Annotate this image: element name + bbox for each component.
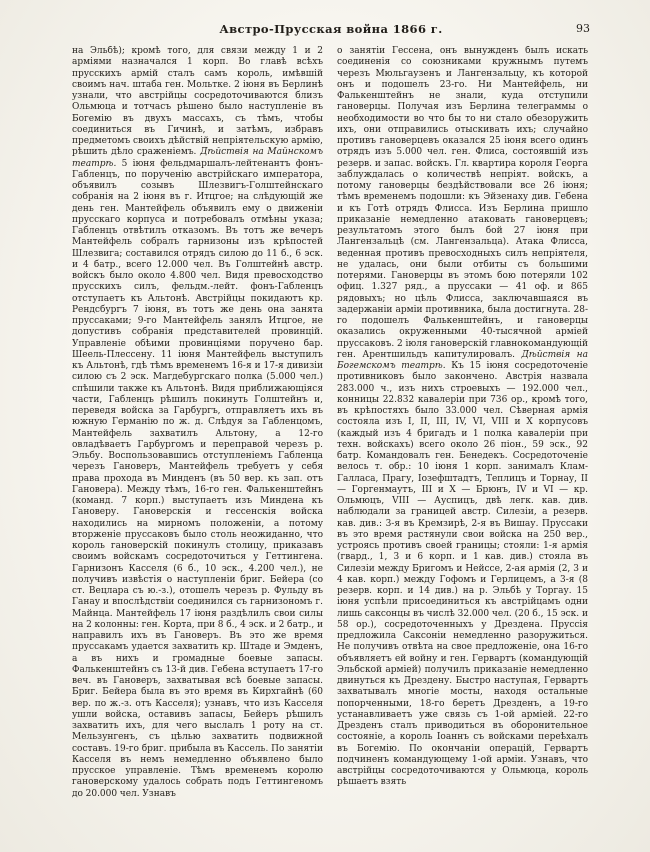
right-column-text-segment: о занятіи Гессена, онъ вынужденъ былъ искать соединенія со союзниками кружнымъ путемъ черезъ Мюльгаузенъ и Лангензальцу, къ которой онъ и подошелъ 23-го. Ни Мантейфель, ни Фалькенштейнъ не знали, куда отступили гановерцы. Получая изъ Берлина телеграммы о необходимости во что бы то ни стало обезоружить ихъ, они отправились отыскивать ихъ; случайно противъ гановерцевъ оказался 25 іюня всего одинъ отрядъ изъ 5.000 чел. ген. Флиса, состоявшій изъ резерв. и запас. войскъ. Гл. квартира короля Георга заблуждалась о количествѣ непріят. войскъ, а потому гановерцы бездѣйствовали все 26 іюня; тѣмъ временемъ подошли: къ Эйзенаху див. Гебена и къ Готѣ отрядъ Флисса. Изъ Берлина пришло приказаніе немедленно атаковать гановерцевъ; результатомъ этого былъ бой 27 іюня при Лангензальцѣ (см. Лангензальца). Атака Флисса, веденная противъ превосходныхъ силъ непріятеля, не удалась, они были отбиты съ большими потерями. Гановерцы въ этомъ бою потеряли 102 офиц. 1.327 ряд., а пруссаки — 41 оф. и 865 рядовыхъ; но цѣль Флисса, заключавшаяся въ задержаніи арміи противника, была достигнута. 28-го подошелъ Фалькенштейнъ, и гановерцы оказались окруженными 40-тысячной арміей пруссаковъ. 2 іюля гановерскій главнокомандующій ген. Арентшильдъ капитулировалъ. xyxy=(337,46,588,360)
right-column-text-segment: Къ 15 іюня сосредоточеніе противниковъ было закончено. Австрія назвала 283.000 ч., изъ нихъ строевыхъ — 192.000 чел., конницы 22.832 кавалеріи при 736 ор., кромѣ того, въ крѣпостяхъ было 33.000 чел. Сѣверная армія состояла изъ I, II, III, IV, VI, VIII и X корпусовъ (каждый изъ 4 бригадъ и 1 полка кавалеріи при техн. войскахъ) всего около 26 піон., 59 эск., 92 батр. Командовалъ ген. Бенедекъ. Сосредоточеніе велось т. обр.: 10 іюня 1 корп. занималъ Клам-Галласа, Прагу, Іозефштадтъ, Теплицъ и Торнау, II — Горгенмаутъ, III и X — Брюнъ, IV и VI — кр. Ольмюцъ, VIII — Ауспицъ, двѣ легк. кав. див. наблюдали за границей австр. Силезіи, а резерв. кав. див.: 3-я въ Кремзирѣ, 2-я въ Вишау. Пруссаки въ это время растянули свои войска на 250 вер., устроясь противъ своей границы; стояли: 1-я армія (гвард., 1, 3 и 6 корп. и 1 кав. див.) стояла въ Силезіи между Бригомъ и Нейссе, 2-ая армія (2, 3 и 4 кав. корп.) между Гофомъ и Герлицемъ, а 3-я (8 резерв. корп. и 14 див.) на р. Эльбѣ у Торгау. 15 іюня успѣли присоединиться къ австрійцамъ одни лишь саксонцы въ числѣ 32.000 чел. (20 б., 15 эск. и 58 ор.), сосредоточенныхъ у Дрездена. Пруссія предложила Саксоніи немедленно разоружиться. Не получивъ отвѣта на свое предложеніе, она 16-го объявляетъ ей войну и ген. Гервартъ (командующій Эльбской арміей) получилъ приказаніе немедленно двинуться къ Дрездену. Быстро наступая, Гервартъ захватывалъ многіе мосты, находя остальные попорченными, 18-го беретъ Дрезденъ, а 19-го устанавливаетъ уже связь съ 1-ой арміей. 22-го Дрезденъ сталъ приводиться въ оборонительное состояніе, а король Іоаннъ съ войсками переѣхалъ въ Богемію. По окончаніи операцій, Гервартъ подчиненъ командующему 1-ой арміи. Узнавъ, что австрійцы сосредоточиваются у Ольмюца, король рѣшаетъ взять xyxy=(337,361,588,788)
left-column-text-segment: на Эльбѣ); кромѣ того, для связи между 1 и 2 арміями назначался 1 корп. Во главѣ всѣхъ прусскихъ армій сталъ самъ король, имѣвшій своимъ нач. штаба ген. Мольтке. 2 іюня въ Берлинѣ узнали, что австрійцы сосредоточиваются близъ Ольмюца и тотчасъ рѣшено было наступленіе въ Богемію въ двухъ массахъ, съ тѣмъ, чтобы соединиться въ Гичинѣ, и затѣмъ, избравъ предметомъ своихъ дѣйствій непріятельскую армію, рѣшить дѣло сраженіемъ. xyxy=(72,46,323,158)
left-column-text-segment: 5 іюня фельдмаршалъ-лейтенантъ фонъ-Габленцъ, по порученію австрійскаго императора, объявилъ созывъ Шлезвигъ-Голштейнскаго собранія на 2 іюня въ г. Итцгое; на слѣдующій же день ген. Мантейфель объявилъ ему о движеніи прусскаго корпуса и потребовалъ отмѣны указа; Габленцъ отвѣтилъ отказомъ. Въ тотъ же вечеръ Мантейфель собралъ гарнизоны изъ крѣпостей Шлезвига; составился отрядъ силою до 11 б., 6 эск. и 4 батр., всего 12.000 чел. Въ Голштейнѣ австр. войскъ было около 4.800 чел. Видя превосходство прусскихъ силъ, фельдм.-лейт. фонъ-Габленцъ отступаетъ къ Альтонѣ. Австрійцы покидаютъ кр. Рендсбургъ 7 іюня, въ тотъ же день она занята пруссаками; 9-го Мантейфель занялъ Итцгое, не допустивъ собранія представителей провинцій. Управленіе обѣими провинціями поручено бар. Шеель-Плессену. 11 іюня Мантейфель выступилъ къ Альтонѣ, гдѣ тѣмъ временемъ 16-я и 17-я дивизіи силою съ 2 эск. Магдебургскаго полка (5.000 чел.) спѣшили также къ Альтонѣ. Видя приближающіяся части, Габленцъ рѣшилъ покинуть Голштейнъ и, переведя войска за Гарбургъ, отправляетъ ихъ въ южную Германію по ж. д. Слѣдуя за Габленцомъ, Мантейфель захватилъ Альтону, а 12-го овладѣваетъ Гарбургомъ и переправой черезъ р. Эльбу. Воспользовавшись отступленіемъ Габленца черезъ Гановеръ, Мантейфель требуетъ у себя права прохода въ Минденъ (въ 50 вер. къ зап. отъ Гановера). Между тѣмъ, 16-го ген. Фалькенштейнъ (команд. 7 корп.) выступаетъ изъ Миндена къ Гановеру. Гановерскія и гессенскія войска находились на мирномъ положеніи, а потому вторженіе пруссаковъ было столь неожиданно, что король гановерскій покинулъ столицу, приказавъ своимъ войскамъ сосредоточиться у Геттингена. Гарнизонъ Касселя (6 б., 10 эск., 4.200 чел.), не получивъ извѣстія о наступленіи бриг. Бейера (со ст. Вецлара съ ю.-з.), отошелъ черезъ р. Фульду въ Ганау и впослѣдствіи соединился съ гарнизономъ г. Майнца. Мантейфель 17 іюня раздѣлилъ свои силы на 2 колонны: ген. Корта, при 8 б., 4 эск. и 2 батр., и направилъ ихъ въ Гановеръ. Въ это же время пруссакамъ удается захватить кр. Штаде и Эмденъ, а въ нихъ и громадные боевые запасы. Фалькенштейнъ съ 13-й див. Гебена вступаетъ 17-го веч. въ Гановеръ, захватывая всѣ боевые запасы. Бриг. Бейера была въ это время въ Кирхгайнѣ (60 вер. по ж.-з. отъ Касселя); узнавъ, что изъ Касселя ушли войска, оставивъ запасы, Бейеръ рѣшилъ захватить ихъ, для чего выслалъ 1 роту на ст. Мельзунгенъ, съ цѣлью захватить подвижной составъ. 19-го бриг. прибыла въ Кассель. По занятіи Касселя въ немъ немедленно объявлено было прусское управленіе. Тѣмъ временемъ королю гановерскому удалось собрать подъ Геттингеномъ до 20.000 чел. Узнавъ xyxy=(72,158,323,799)
page-header xyxy=(72,22,590,40)
text-block xyxy=(72,46,590,830)
running-title: Австро-Прусская война 1866 г. xyxy=(219,22,443,36)
right-column-section-heading: Дѣйствія на Богемскомъ театрѣ. xyxy=(337,349,588,371)
page-number: 93 xyxy=(576,22,590,35)
left-column-section-heading: Дѣйствія на Майнскомъ театрѣ. xyxy=(72,147,323,169)
left-column xyxy=(72,46,323,830)
right-column xyxy=(337,46,588,830)
